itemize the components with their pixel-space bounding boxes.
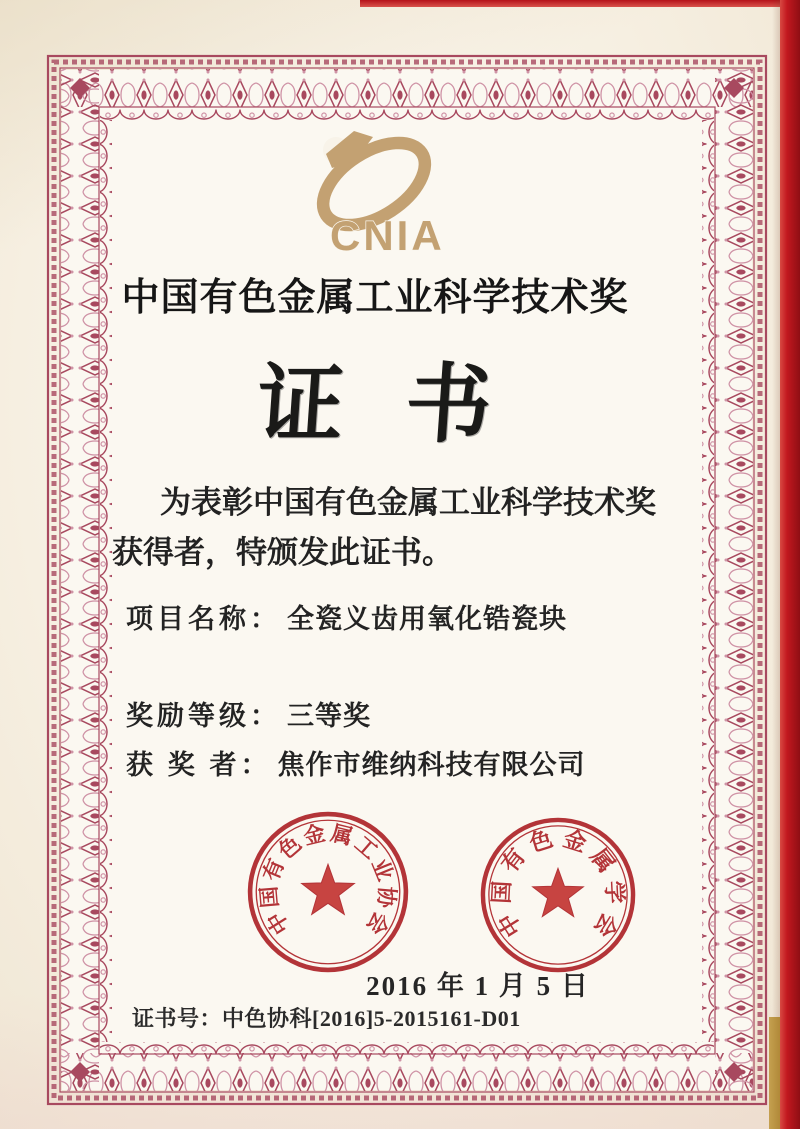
award-grade-row (126, 694, 371, 733)
body-line-2: 获得者，特颁发此证书。 (112, 535, 453, 570)
svg-text:国: 国 (488, 880, 515, 905)
certificate-title-char: 书 (401, 354, 496, 455)
svg-text:业: 业 (366, 855, 398, 885)
certificate-title (85, 342, 665, 455)
svg-text:色: 色 (273, 831, 306, 864)
svg-text:金: 金 (300, 821, 328, 850)
logo-acronym: CNIA (330, 212, 445, 259)
award-title: 中国有色金属工业科学技术奖 (121, 277, 629, 319)
certificate-title-char: 证 (253, 354, 348, 455)
certificate-number (132, 1002, 521, 1033)
association-seal (246, 810, 410, 974)
issue-date: 2016 年 1 月 5 日 (366, 971, 590, 1001)
certificate-number-value: 中色协科[2016]5-2015161-D01 (222, 1006, 521, 1031)
body-paragraph (112, 478, 687, 578)
project-name-label: 项目名称： (126, 604, 281, 634)
svg-text:工: 工 (350, 831, 383, 864)
svg-text:国: 国 (256, 885, 283, 909)
award-grade-value: 三等奖 (287, 701, 371, 731)
svg-text:有: 有 (258, 855, 290, 885)
society-seal (479, 816, 637, 974)
project-name-row (126, 597, 567, 636)
svg-text:学: 学 (601, 880, 628, 905)
svg-text:中: 中 (493, 908, 527, 942)
winner-row (126, 743, 586, 782)
svg-text:有: 有 (496, 843, 531, 878)
svg-text:金: 金 (560, 825, 590, 857)
svg-text:协: 协 (373, 885, 400, 909)
winner-label: 获 奖 者： (126, 750, 272, 780)
svg-text:会: 会 (589, 908, 623, 942)
svg-text:属: 属 (328, 821, 356, 850)
body-line-1: 为表彰中国有色金属工业科学技术奖 (160, 485, 656, 520)
winner-value: 焦作市维纳科技有限公司 (277, 750, 586, 780)
cnia-logo (298, 126, 470, 268)
svg-text:色: 色 (526, 825, 556, 857)
project-name-value: 全瓷义齿用氧化锆瓷块 (287, 604, 567, 634)
svg-text:属: 属 (585, 843, 620, 878)
certificate-number-label: 证书号： (132, 1006, 223, 1031)
award-grade-label: 奖励等级： (126, 701, 281, 731)
svg-text:中: 中 (262, 907, 295, 939)
svg-text:会: 会 (361, 907, 394, 939)
